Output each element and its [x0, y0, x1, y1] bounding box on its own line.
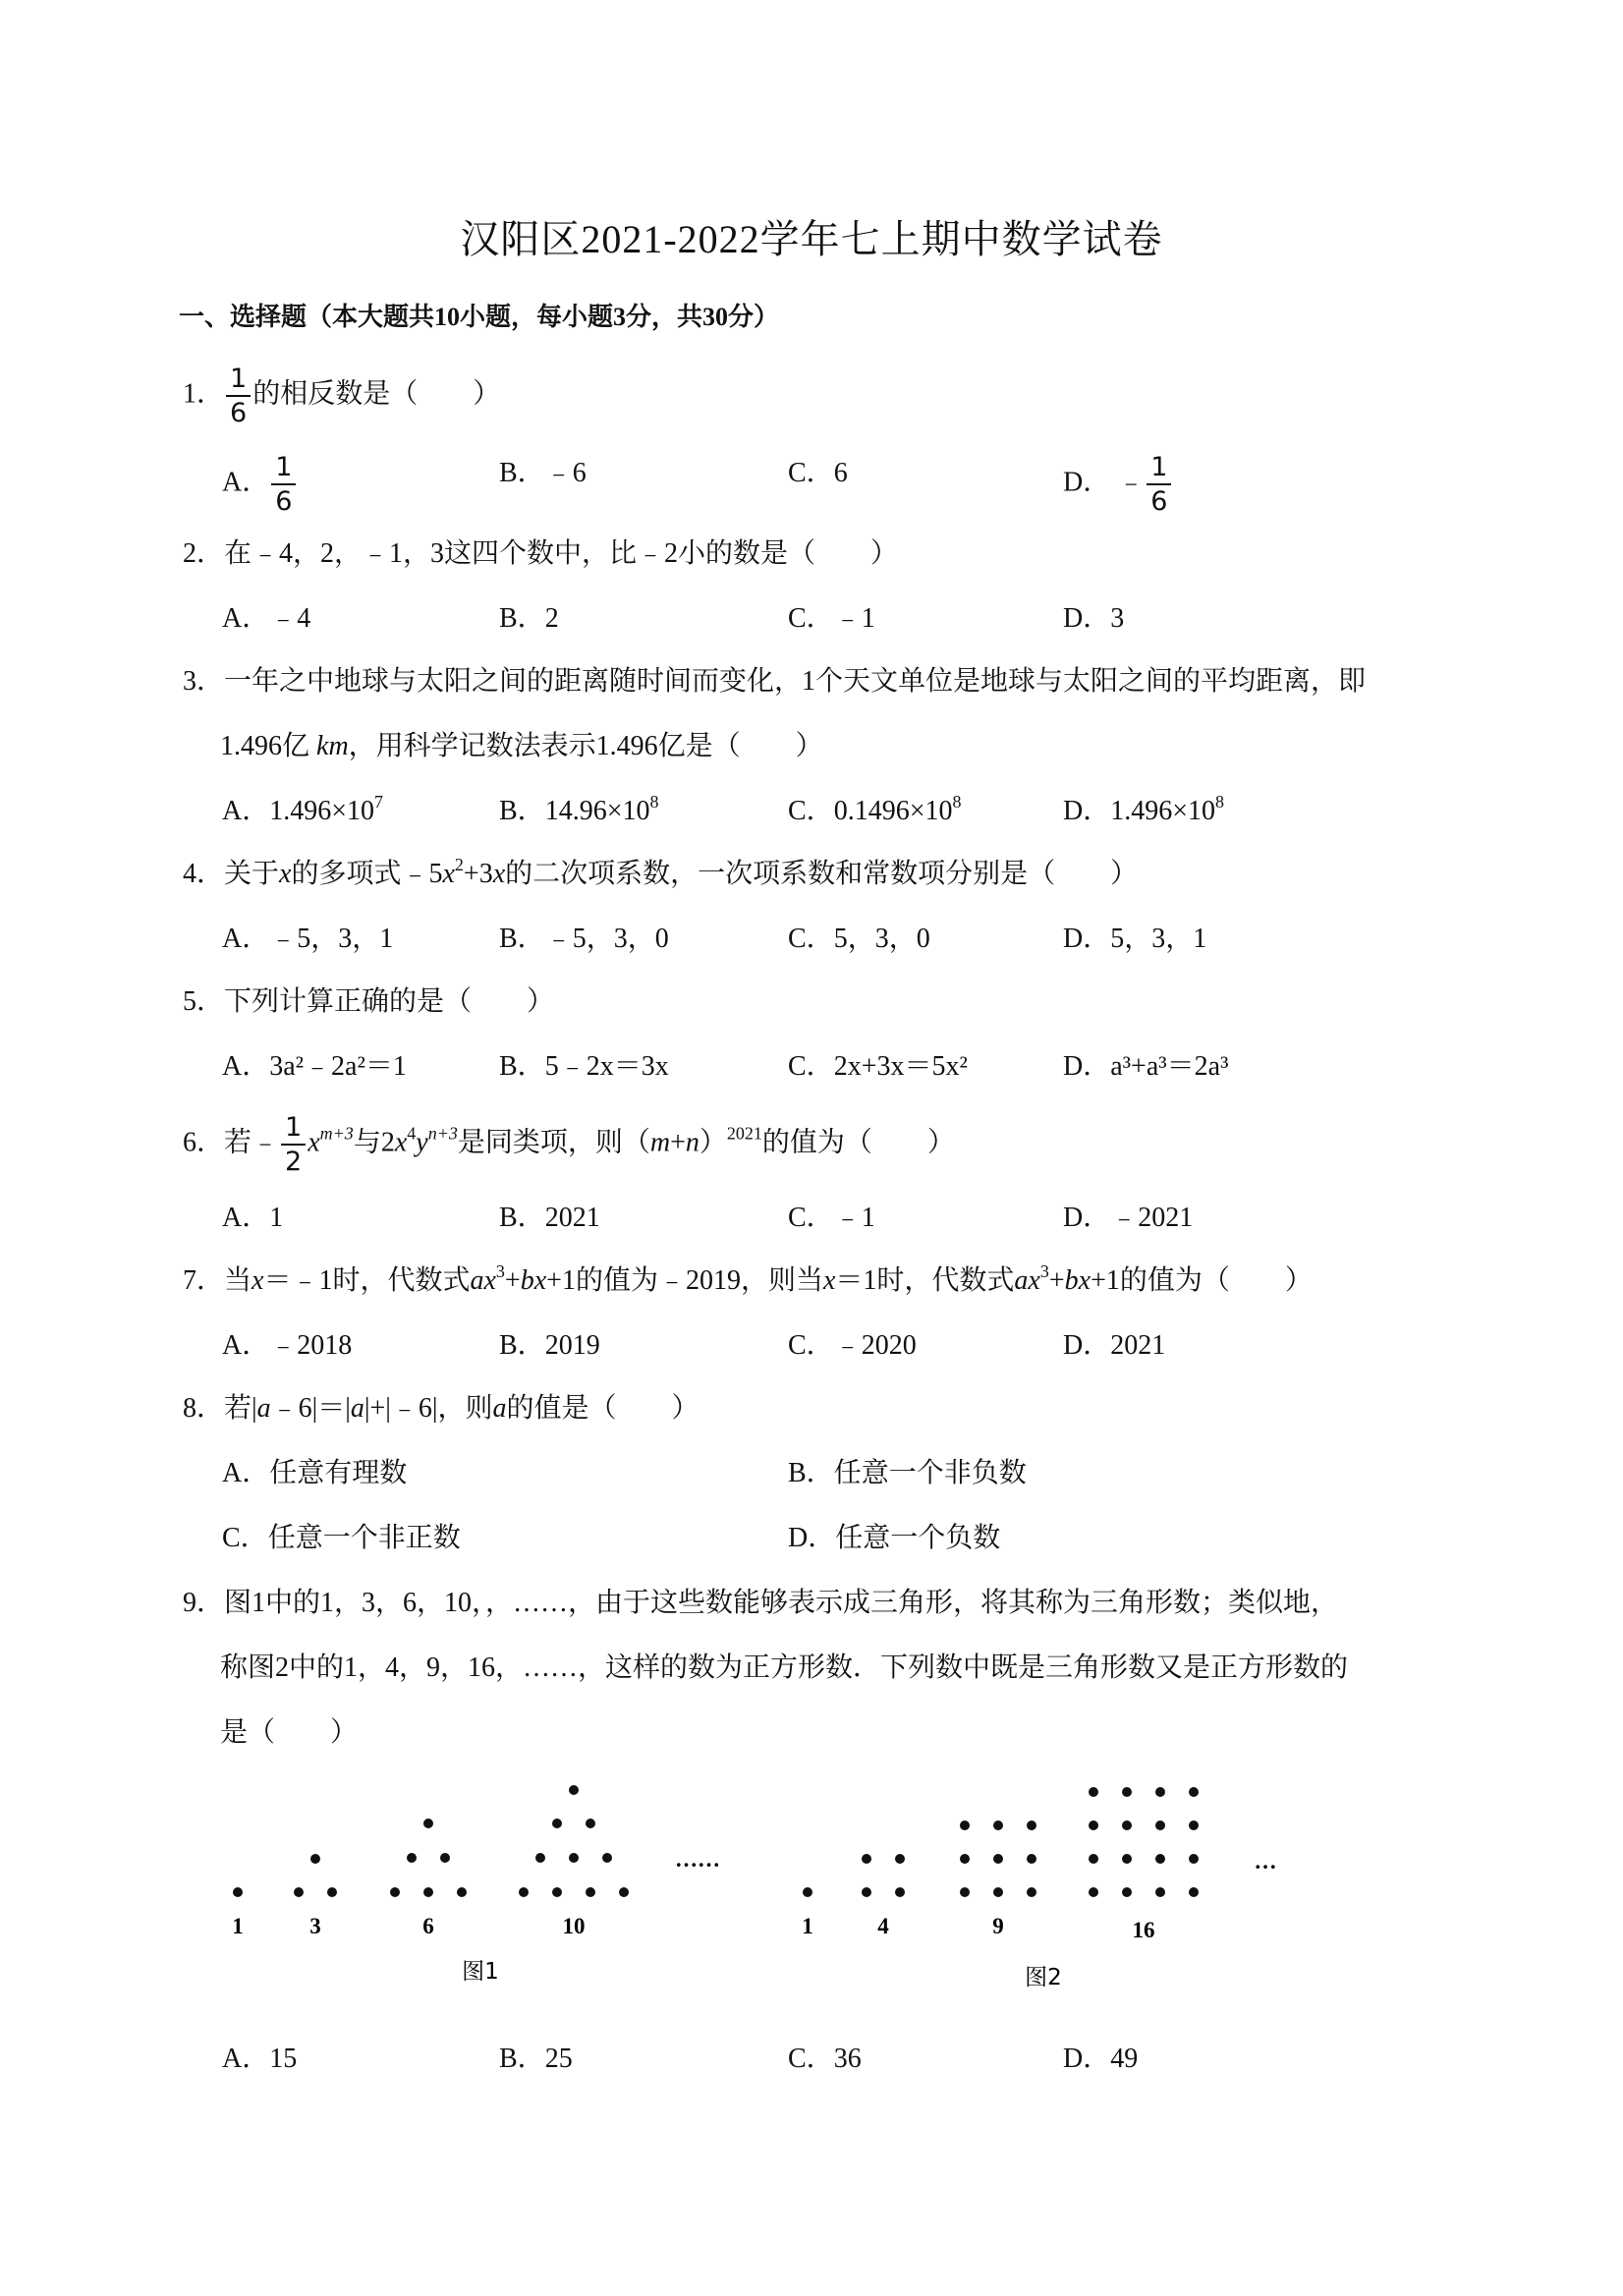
option-c: C．﹣1: [788, 1203, 875, 1233]
option-d: D．任意一个负数: [788, 1523, 1001, 1553]
option-a: A． $\frac{1}{6}$: [222, 454, 298, 515]
option-d: D．﹣2021: [1063, 1203, 1194, 1233]
question-3-line-2: 1.496亿 km，用科学记数法表示1.496亿是（ ）: [220, 731, 823, 761]
option-c: C．36: [788, 2044, 862, 2074]
tri-label-3: 3: [309, 1914, 321, 1938]
question-9: 9．图1中的1，3，6，10，，……，由于这些数能够表示成三角形，将其称为三角形数；类似地，: [183, 1588, 1339, 1618]
option-d: D．49: [1063, 2044, 1139, 2074]
option-c: C．﹣1: [788, 603, 875, 634]
ellipsis: ……: [675, 1847, 720, 1872]
question-7: 7．当x＝﹣1时，代数式$ax^3+bx+1$的值为﹣2019，则当x＝1时，代数式$ax^3+bx+1$的值为（ ）: [183, 1261, 1313, 1296]
question-2: 2．在﹣4，2，﹣1，3这四个数中，比﹣2小的数是（ ）: [183, 538, 899, 569]
option-b: B．任意一个非负数: [788, 1458, 1027, 1488]
option-d: D．a³+a³＝2a³: [1063, 1051, 1229, 1082]
question-6: 6．若﹣ $\frac{1}{2}$ $x^{m+3}$与$2x^4y^{n+3}$是同类项，则$(m+n)^{2021}$的值为（ ）: [183, 1112, 955, 1177]
option-a: A．15: [222, 2044, 298, 2074]
option-a: A．$1.496\times 10^7$: [222, 792, 384, 826]
option-a: A．1: [222, 1203, 284, 1233]
question-8: 8．若|a﹣6|＝|a|+|﹣6|，则a的值是（ ）: [183, 1393, 700, 1424]
sq-label-9: 9: [992, 1914, 1004, 1938]
question-9-line-3: 是（ ）: [220, 1717, 359, 1748]
question-3: 3．一年之中地球与太阳之间的距离随时间而变化，1个天文单位是地球与太阳之间的平均距离，即: [183, 666, 1367, 697]
dot-figure: [196, 1759, 1326, 2004]
question-number: 1．: [183, 378, 225, 410]
option-c: C．6: [788, 458, 848, 488]
option-a: A．﹣5，3，1: [222, 924, 394, 954]
option-a: A．﹣2018: [222, 1330, 353, 1361]
sq-label-16: 16: [1132, 1918, 1155, 1942]
question-1: 1． $\frac{1}{6}$ 的相反数是（ ）: [183, 364, 501, 428]
triangular-dots: [233, 1785, 629, 1897]
question-9-line-2: 称图2中的1，4，9，16，……，这样的数为正方形数．下列数中既是三角形数又是正方形数的: [220, 1652, 1349, 1683]
option-d: D． ﹣ $\frac{1}{6}$: [1063, 454, 1173, 515]
option-b: B．﹣6: [499, 458, 587, 488]
sq-label-4: 4: [877, 1914, 889, 1938]
question-4: 4．关于x的多项式$﹣5x^2+3x$的二次项系数，一次项系数和常数项分别是（ ）: [183, 855, 1139, 889]
option-b: B．$14.96\times 10^8$: [499, 792, 659, 826]
option-c: C．2x+3x＝5x²: [788, 1051, 968, 1082]
figure-2-caption: 图2: [1025, 1965, 1062, 1990]
option-d: D．3: [1063, 603, 1125, 634]
option-b: B．2021: [499, 1203, 600, 1233]
fraction: $\frac{1}{6}$: [226, 365, 251, 426]
option-d: D．2021: [1063, 1330, 1166, 1361]
option-d: D．5，3，1: [1063, 924, 1207, 954]
option-c: C．任意一个非正数: [222, 1523, 461, 1553]
option-c: C．﹣2020: [788, 1330, 917, 1361]
option-b: B．25: [499, 2044, 573, 2074]
option-b: B．2019: [499, 1330, 600, 1361]
figure-1-caption: 图1: [462, 1959, 499, 1985]
page-title: 汉阳区2021-2022学年七上期中数学试卷: [460, 217, 1163, 261]
option-b: B．﹣5，3，0: [499, 924, 669, 954]
section-heading: 一、选择题（本大题共10小题，每小题3分，共30分）: [179, 303, 780, 331]
option-a: A．﹣4: [222, 603, 311, 634]
option-c: C．5，3，0: [788, 924, 930, 954]
option-a: A．任意有理数: [222, 1458, 408, 1488]
option-a: A．3a²﹣2a²＝1: [222, 1051, 407, 1082]
option-d: D．$1.496\times 10^8$: [1063, 792, 1225, 826]
option-b: B．5﹣2x＝3x: [499, 1051, 669, 1082]
option-c: C．$0.1496\times 10^8$: [788, 792, 962, 826]
tri-label-1: 1: [232, 1914, 244, 1938]
option-b: B．2: [499, 603, 559, 634]
tri-label-6: 6: [422, 1914, 434, 1938]
ellipsis: …: [1254, 1849, 1277, 1874]
tri-label-10: 10: [562, 1914, 586, 1938]
sq-label-1: 1: [802, 1914, 813, 1938]
square-dots: [803, 1787, 1199, 1897]
question-5: 5．下列计算正确的是（ ）: [183, 986, 555, 1017]
